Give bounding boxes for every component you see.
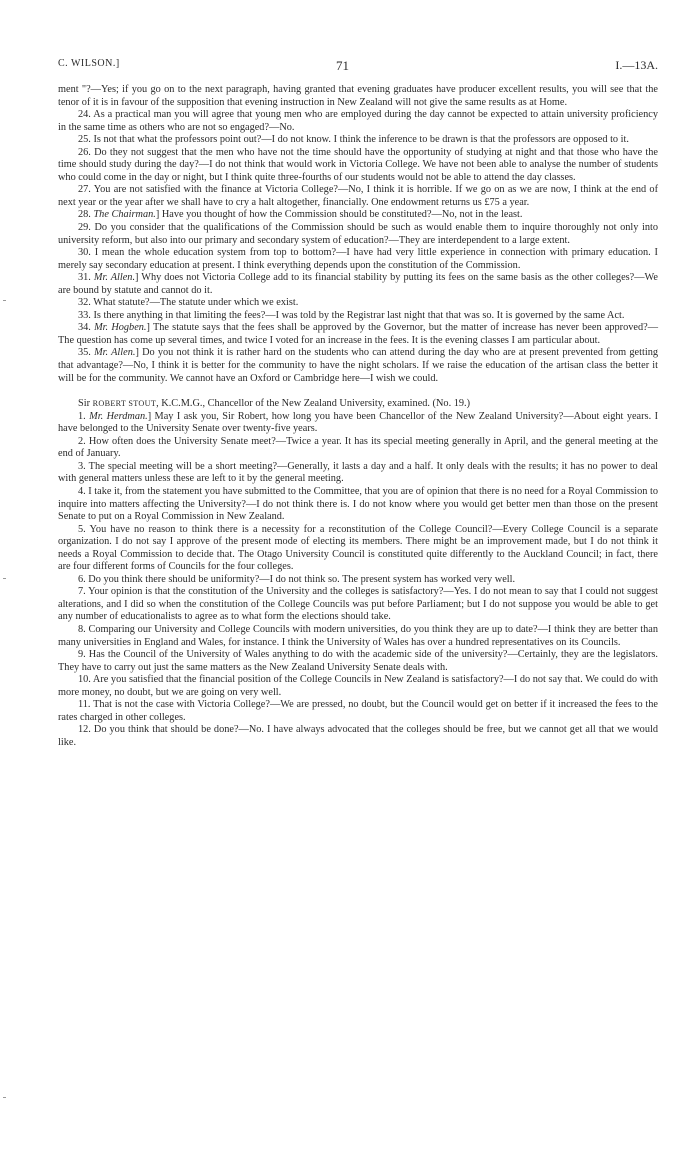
margin-mark bbox=[3, 300, 6, 301]
margin-mark bbox=[3, 1097, 6, 1098]
evidence-paragraph: 10. Are you satisfied that the financial position of the College Councils in New Zealand is satisfactory?—I do not say that. We could do with more money, no doubt, but we are going on very well. bbox=[58, 674, 658, 698]
evidence-paragraph: 29. Do you consider that the qualifications of the Commission should be such as would enable them to inquire thoroughly not only into university reform, but also into our primary and secondary system of education?—They are interdependent to a large extent. bbox=[58, 222, 658, 246]
evidence-paragraph: 25. Is not that what the professors point out?—I do not know. I think the inference to be drawn is that the professors are opposed to it. bbox=[78, 134, 629, 146]
evidence-paragraph: 32. What statute?—The statute under which we exist. bbox=[78, 297, 299, 309]
speaker-name: Mr. Hogben. bbox=[94, 322, 147, 334]
header-witness: C. WILSON.] bbox=[58, 58, 120, 69]
evidence-paragraph: 4. I take it, from the statement you have submitted to the Committee, that you are of opinion that there is no need for a Royal Commission to inquire into matters affecting the University?—I do not think there is. I do not know where you would get better men than those on the present Senate to put on a Royal Commission in New Zealand. bbox=[58, 485, 658, 523]
evidence-paragraph: 34. Mr. Hogben.] The statute says that the fees shall be approved by the Governor, but the matter of increase has never been approved?—The question has come up several times, and twice I voted for an increase in the fees. It is the evening classes I am particular about. bbox=[58, 322, 658, 346]
page-number: 71 bbox=[336, 58, 349, 73]
witness-name: ROBERT STOUT bbox=[92, 399, 157, 409]
evidence-paragraph: 11. That is not the case with Victoria College?—We are pressed, no doubt, but the Council would get on better if it increased the fees to the rates charged in other colleges. bbox=[58, 699, 658, 723]
evidence-paragraph: ment "?—Yes; if you go on to the next paragraph, having granted that evening graduates have producer excellent results, you will see that the tenor of it is in favour of the supposition that evening instruction in New Zealand will not give the same results as at Home. bbox=[58, 84, 658, 108]
speaker-name: Mr. Allen. bbox=[94, 347, 136, 359]
paper-reference: I.—13A. bbox=[615, 58, 658, 72]
evidence-paragraph: 12. Do you think that should be done?—No. I have always advocated that the colleges should be free, but we cannot get all that we would like. bbox=[58, 724, 658, 748]
evidence-paragraph: 3. The special meeting will be a short meeting?—Generally, it lasts a day and a half. It only deals with the results; it has no power to deal with general matters unless these are left to it by the general meeting. bbox=[58, 460, 658, 485]
evidence-paragraph: 26. Do they not suggest that the men who have not the time should have the opportunity of studying at night and that those who have the time should study during the day?—I do not think that would work in Victoria College. We have not been able to analyse the number of students who could come in the day or night, but I think quite three-fourths of our students would not be able to attend the day classes. bbox=[58, 146, 658, 183]
evidence-paragraph: 28. The Chairman.] Have you thought of how the Commission should be constituted?—No, not in the least. bbox=[78, 209, 523, 221]
evidence-paragraph: 6. Do you think there should be uniformity?—I do not think so. The present system has worked very well. bbox=[78, 573, 516, 585]
evidence-paragraph: 31. Mr. Allen.] Why does not Victoria College add to its financial stability by putting its fees on the same basis as the other colleges?—We are bound by statute and cannot do it. bbox=[58, 272, 658, 296]
evidence-paragraph: 24. As a practical man you will agree that young men who are employed during the day cannot be expected to attain university proficiency in the same time as others who are not so engaged?—No. bbox=[58, 109, 658, 133]
witness-heading: Sir ROBERT STOUT, K.C.M.G., Chancellor of the New Zealand University, examined. (No. 19.) bbox=[78, 398, 471, 410]
evidence-paragraph: 30. I mean the whole education system from top to bottom?—I have had very little experience in connection with primary education. I merely say secondary education at present. I think everything depends upon the constitution of the Commission. bbox=[58, 247, 658, 271]
evidence-paragraph: 8. Comparing our University and College Councils with modern universities, do you think they are up to date?—I think they are better than many universities in England and Wales, for instance. I think the University of Wales has over a hundred representatives on its Councils. bbox=[58, 623, 658, 648]
stout-evidence bbox=[58, 411, 658, 750]
evidence-paragraph: 1. Mr. Herdman.] May I ask you, Sir Robert, how long you have been Chancellor of the New Zealand University?—About eight years. I have belonged to the University Senate over twenty-five years. bbox=[58, 410, 658, 435]
speaker-name: Mr. Herdman. bbox=[89, 410, 148, 422]
page-header bbox=[58, 58, 658, 74]
evidence-paragraph: 9. Has the Council of the University of Wales anything to do with the academic side of the university?—Certainly, they are the legislators. They have to carry out just the same matters as the New Zealand University Senate deals with. bbox=[58, 649, 658, 673]
speaker-name: The Chairman. bbox=[93, 209, 156, 221]
evidence-paragraph: 33. Is there anything in that limiting the fees?—I was told by the Registrar last night that that was so. It is governed by the same Act. bbox=[78, 309, 625, 321]
evidence-paragraph: 5. You have no reason to think there is a necessity for a reconstitution of the College Council?—Every College Council is a separate organization. I do not say I approve of the present mode of electing its members. There might be an improvement made, but I do not think it needs a Royal Commission to decide that. The Otago University Council is constituted quite differently to the Auckland Council; in fact, there are four different forms of Councils for the four colleges. bbox=[58, 523, 658, 573]
document-body bbox=[58, 84, 658, 749]
wilson-evidence bbox=[58, 84, 658, 385]
evidence-paragraph: 7. Your opinion is that the constitution of the University and the colleges is satisfactory?—Yes. I do not mean to say that I could not suggest alterations, and I did so when the constitution of the College Councils was put before Parliament; but I do not suppose you would be able to get any number of educationalists to agree as to what form the elections should take. bbox=[58, 586, 658, 623]
margin-mark bbox=[3, 578, 6, 579]
evidence-paragraph: 2. How often does the University Senate meet?—Twice a year. It has its special meeting generally in April, and the general meeting at the end of January. bbox=[58, 435, 658, 460]
evidence-paragraph: 35. Mr. Allen.] Do you not think it is rather hard on the students who can attend during the day who are at present prevented from getting that advantage?—No, I think it is better for the community to have the night scholars. If we raise the education of the artisan class the better it will be for the community. We cannot have an Oxford or Cambridge here—I wish we could. bbox=[58, 347, 658, 384]
speaker-name: Mr. Allen. bbox=[93, 272, 136, 284]
evidence-paragraph: 27. You are not satisfied with the finance at Victoria College?—No, I think it is horrible. If we go on as we are now, I think at the end of next year or the year after we shall have to cry a halt altogether, financially. One endowment returns us £75 a year. bbox=[58, 184, 658, 208]
